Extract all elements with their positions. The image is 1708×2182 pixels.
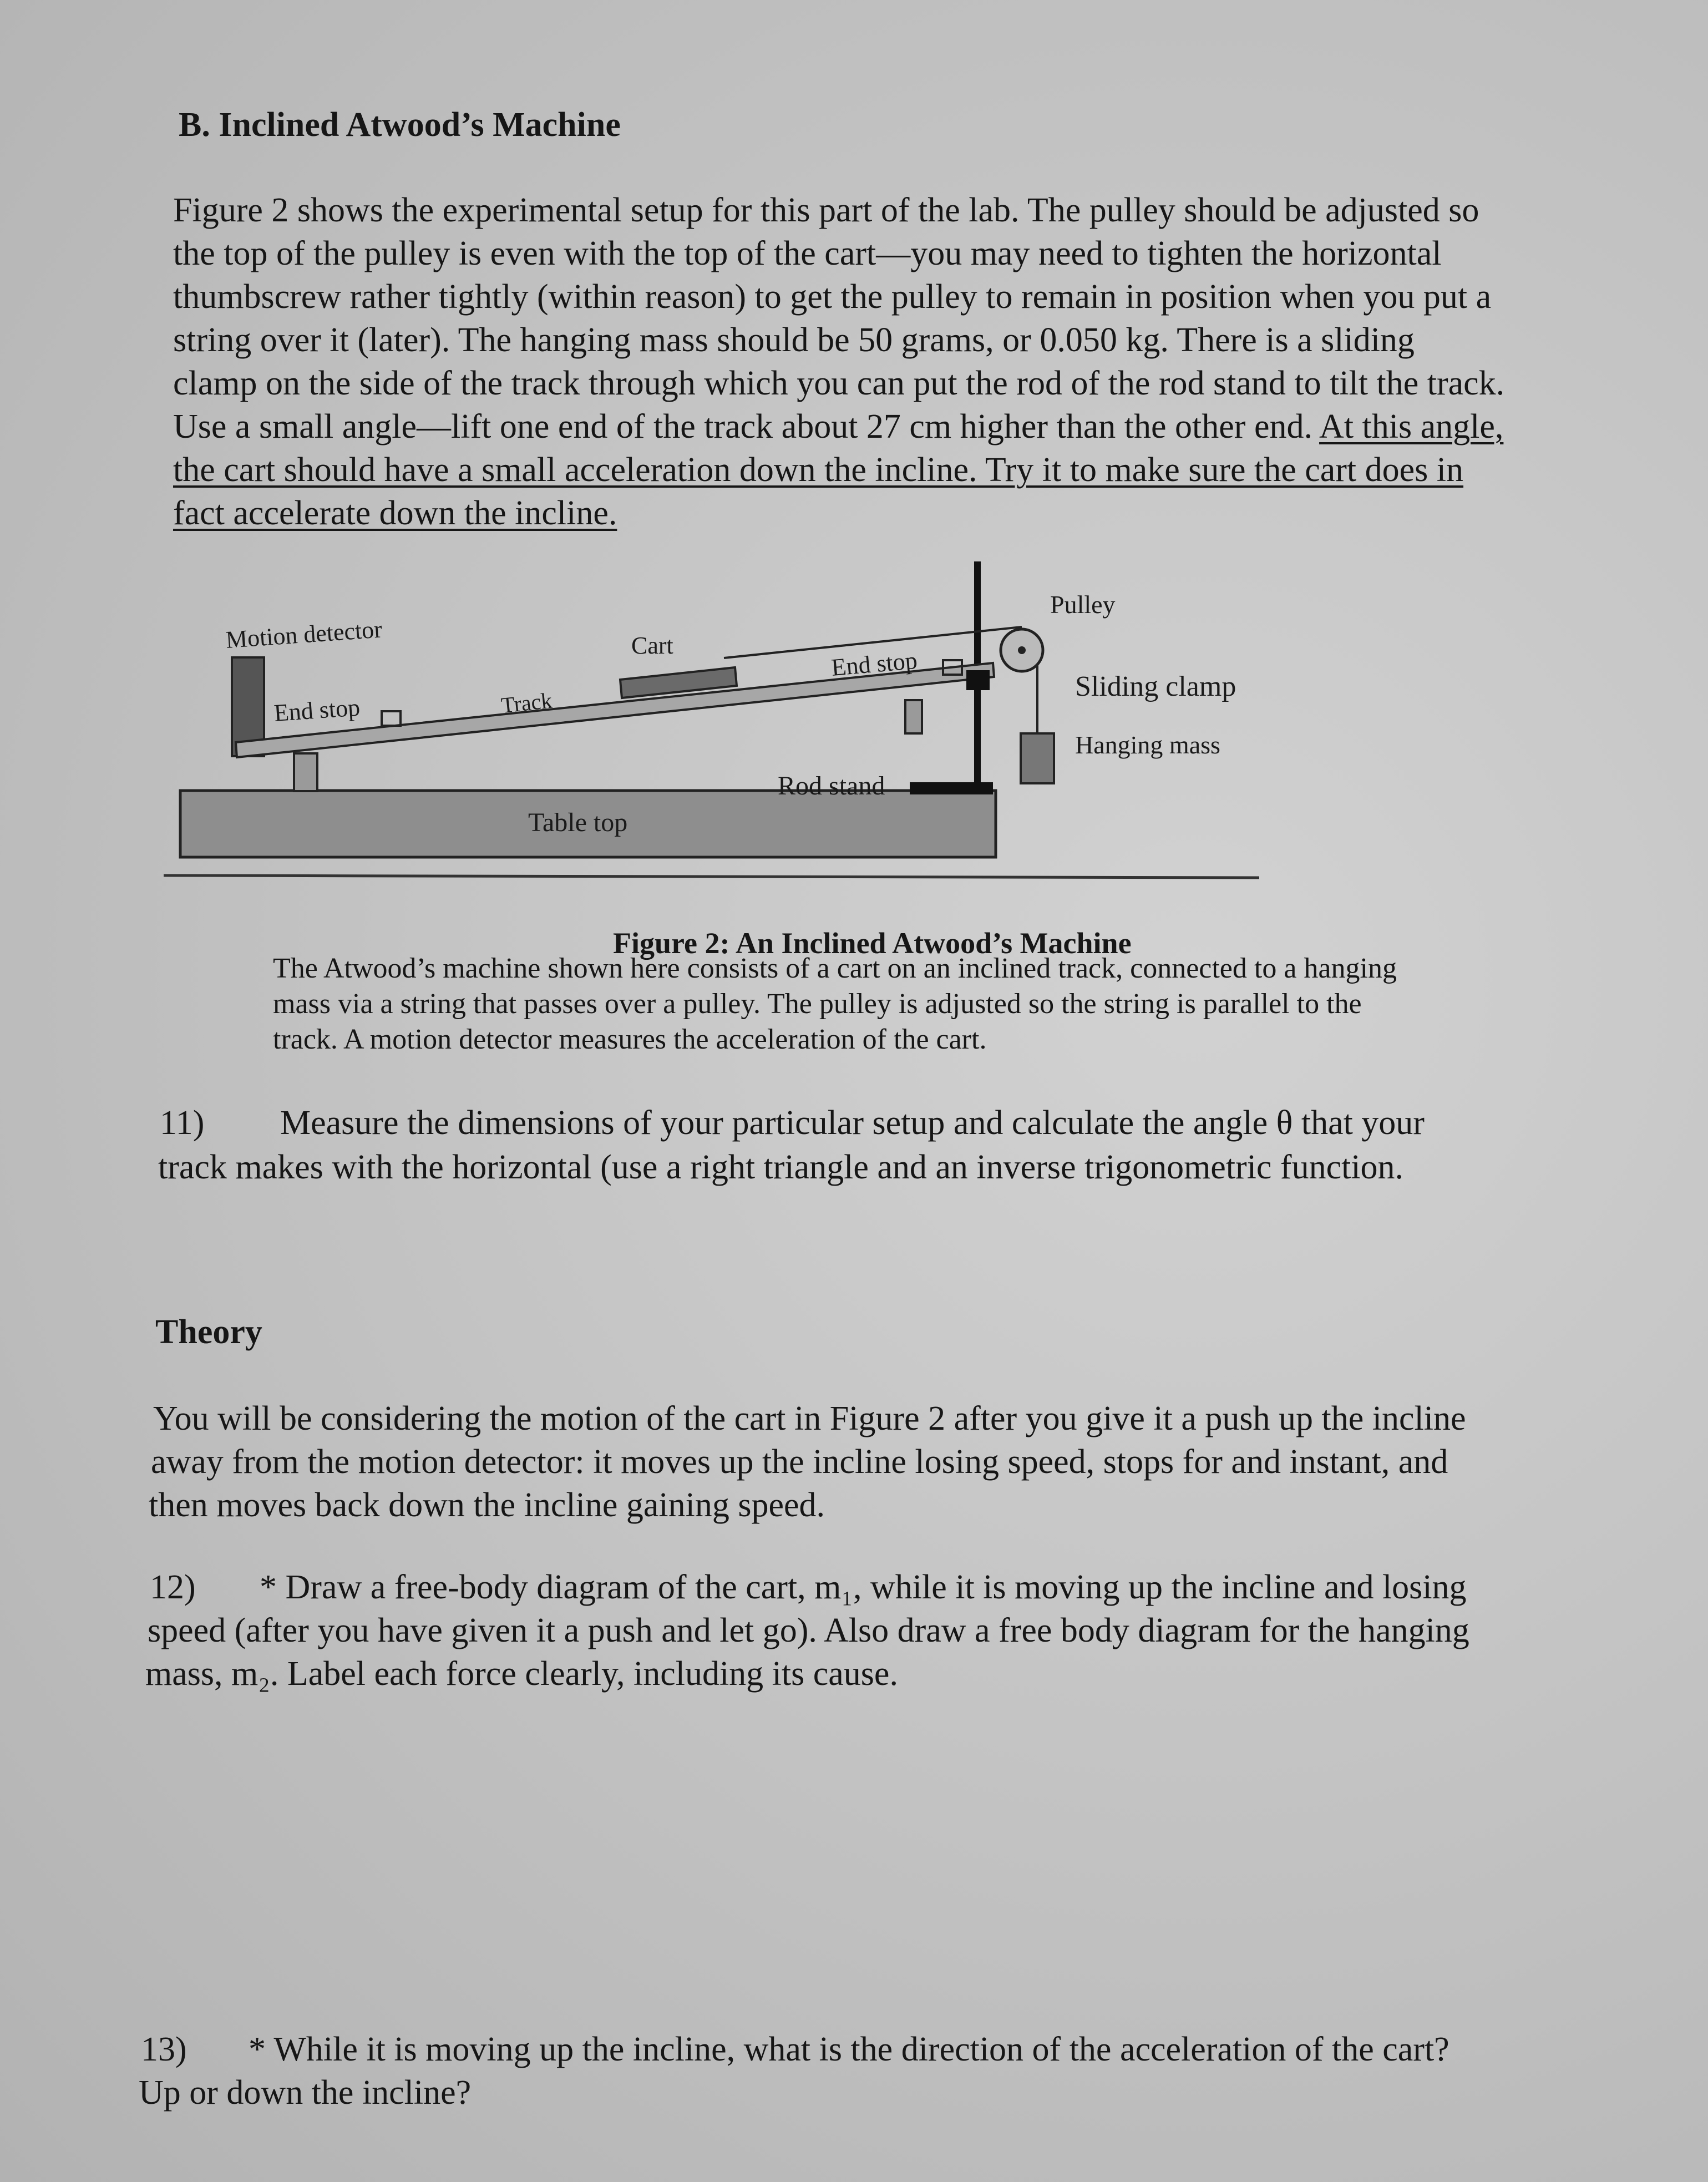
question-text-line: * Draw a free-body diagram of the cart, m₁, while it is moving up the incline and losing	[260, 1568, 1467, 1606]
label-track: Track	[500, 687, 554, 718]
question-text-line: Up or down the incline?	[139, 2074, 472, 2112]
label-hanging-mass: Hanging mass	[1075, 731, 1220, 759]
label-pulley: Pulley	[1050, 590, 1116, 619]
question-text-line: track makes with the horizontal (use a right triangle and an inverse trigonometric function.	[158, 1148, 1404, 1186]
intro-line-underlined: fact accelerate down the incline.	[173, 494, 617, 532]
section-title: B. Inclined Atwood’s Machine	[179, 106, 621, 144]
question-text-line: mass, m₂. Label each force clearly, including its cause.	[145, 1655, 898, 1693]
intro-line-plain: Use a small angle—lift one end of the track about 27 cm higher than the other end.	[173, 408, 1320, 445]
floor-line	[164, 875, 1259, 878]
pulley-axle	[1018, 646, 1026, 654]
theory-line: away from the motion detector: it moves up the incline losing speed, stops for and instant, and	[151, 1443, 1448, 1481]
figure-caption-line: track. A motion detector measures the acceleration of the cart.	[273, 1024, 987, 1055]
figure-caption-line: mass via a string that passes over a pulley. The pulley is adjusted so the string is parallel to the	[273, 988, 1362, 1020]
atwood-machine-diagram	[0, 0, 1708, 899]
track-support-leg	[294, 753, 317, 791]
question-number: 11)	[160, 1104, 205, 1142]
question-number: 13)	[141, 2031, 187, 2068]
intro-line: clamp on the side of the track through which you can put the rod of the rod stand to tilt the track.	[173, 364, 1505, 402]
sliding-clamp	[966, 670, 990, 690]
label-motion-detector: Motion detector	[225, 615, 383, 654]
question-text-line: * While it is moving up the incline, what is the direction of the acceleration of the cart?	[249, 2031, 1449, 2068]
intro-line: thumbscrew rather tightly (within reason) to get the pulley to remain in position when you put a	[173, 278, 1492, 316]
intro-line: Figure 2 shows the experimental setup for this part of the lab. The pulley should be adjusted so	[173, 191, 1479, 229]
question-text-line: Measure the dimensions of your particular setup and calculate the angle θ that your	[280, 1104, 1425, 1142]
label-sliding-clamp: Sliding clamp	[1075, 671, 1236, 702]
intro-line: string over it (later). The hanging mass should be 50 grams, or 0.050 kg. There is a sliding	[173, 321, 1415, 359]
intro-line-underlined: At this angle,	[1319, 408, 1504, 445]
label-end-stop-left: End stop	[273, 693, 361, 727]
question-number: 12)	[150, 1568, 196, 1606]
track-support-right	[905, 700, 922, 733]
label-cart: Cart	[631, 632, 673, 659]
figure-caption-title: Figure 2: An Inclined Atwood’s Machine	[613, 927, 1132, 960]
figure-caption-line: The Atwood’s machine shown here consists of a cart on an inclined track, connected to a hanging	[273, 953, 1397, 984]
label-rod-stand: Rod stand	[778, 771, 885, 801]
hanging-mass	[1021, 733, 1054, 783]
theory-line: You will be considering the motion of the cart in Figure 2 after you give it a push up the incline	[153, 1400, 1466, 1437]
label-end-stop-right: End stop	[830, 646, 919, 681]
label-table-top: Table top	[528, 808, 628, 837]
theory-line: then moves back down the incline gaining speed.	[149, 1486, 825, 1524]
question-text-line: speed (after you have given it a push and let go). Also draw a free body diagram for the hanging	[148, 1612, 1469, 1649]
end-stop-left	[382, 711, 401, 726]
intro-line: the top of the pulley is even with the top of the cart—you may need to tighten the horizontal	[173, 235, 1442, 272]
intro-line-underlined: the cart should have a small acceleration down the incline. Try it to make sure the cart does in	[173, 451, 1464, 489]
theory-heading: Theory	[155, 1313, 262, 1351]
